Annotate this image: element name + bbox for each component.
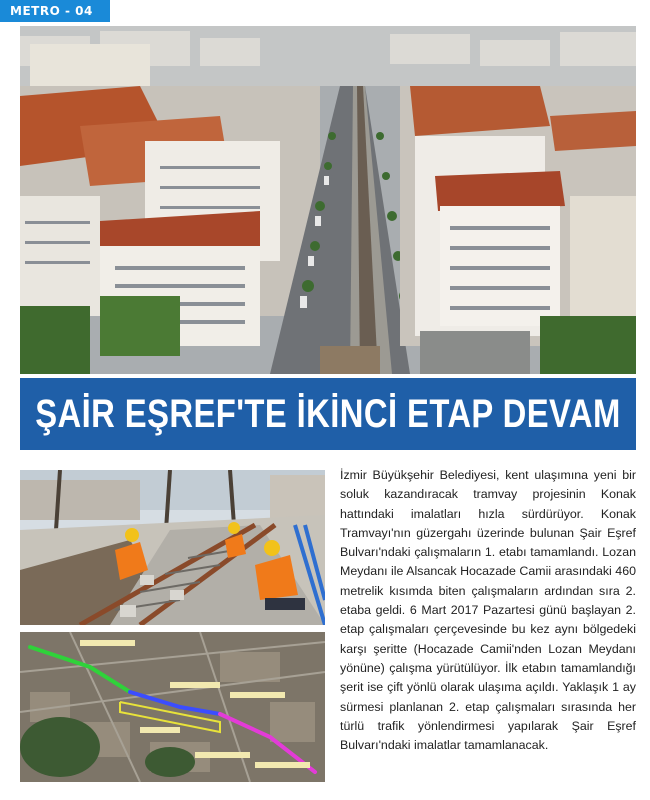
section-tag [0, 0, 110, 22]
route-map [20, 632, 325, 782]
section-label: METRO - 04 [10, 4, 93, 18]
headline-banner [20, 378, 636, 450]
article-body: İzmir Büyükşehir Belediyesi, kent ulaşımına yeni bir soluk kazandıracak tramvay projesinin Konak hattındaki imalatları hızla sürdürüyor. Konak Tramvayı'nın güzergahı üzerinde bulunan Şair Eşref Bulvarı'ndaki çalışmaların 1. etabı tamamlandı. Lozan Meydanı ile Alsancak Hocazade Camii arasındaki 460 metrelik kısımda biten çalışmaların ardından sıra 2. etaba geldi. 6 Mart 2017 Pazartesi günü başlayan 2. etap çalışmaları çerçevesinde bu kez aynı bölgedeki karşı şeritte (Hocazade Camii'nden Lozan Meydanı yönüne) çalışma yürütülüyor. İlk etabın tamamlandığı şerit ise çift yönlü olarak ulaşıma açıldı. Yaklaşık 1 ay sürmesi planlanan 2. etap çalışmaları sırasında her türlü trafik yönlendirmesi yapılarak Şair Eşref Bulvarı'ndaki imalatlar tamamlanacak. [340, 468, 636, 753]
headline: ŞAİR EŞREF'TE İKİNCİ ETAP DEVAM [35, 391, 621, 436]
workers-photo [20, 470, 325, 625]
hero-aerial-photo [20, 26, 636, 374]
